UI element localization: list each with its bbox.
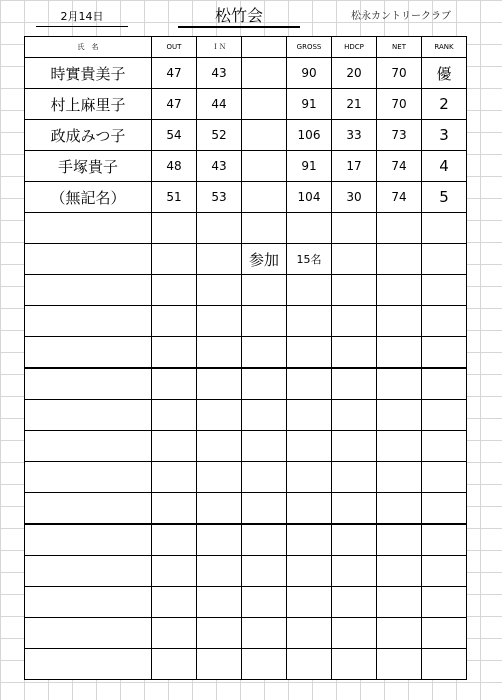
empty-cell (242, 275, 287, 306)
column-header-out: OUT (152, 37, 197, 58)
empty-cell (422, 337, 467, 369)
empty-row (25, 493, 467, 525)
hdcp-value: 17 (332, 151, 377, 182)
player-name: 政成みつ子 (25, 120, 152, 151)
gross-score: 104 (287, 182, 332, 213)
empty-cell (287, 524, 332, 556)
empty-cell (25, 306, 152, 337)
empty-row (25, 462, 467, 493)
empty-cell (287, 213, 332, 244)
hdcp-value: 21 (332, 89, 377, 120)
empty-cell (25, 431, 152, 462)
empty-cell (242, 368, 287, 400)
gross-score: 91 (287, 151, 332, 182)
empty-cell (377, 368, 422, 400)
empty-cell (152, 275, 197, 306)
empty-cell (287, 337, 332, 369)
player-name: 手塚貴子 (25, 151, 152, 182)
empty-cell (152, 649, 197, 680)
empty-row (25, 649, 467, 680)
empty-cell (242, 493, 287, 525)
empty-cell (377, 400, 422, 431)
empty-cell (242, 462, 287, 493)
empty-cell (152, 618, 197, 649)
blank-cell (242, 151, 287, 182)
empty-cell (25, 244, 152, 275)
empty-cell (332, 275, 377, 306)
empty-cell (152, 431, 197, 462)
empty-cell (377, 431, 422, 462)
rank-value: 3 (422, 120, 467, 151)
score-table (24, 36, 467, 680)
empty-row (25, 337, 467, 369)
out-score: 48 (152, 151, 197, 182)
empty-cell (25, 649, 152, 680)
empty-cell (287, 618, 332, 649)
empty-cell (152, 337, 197, 369)
empty-cell (422, 213, 467, 244)
empty-cell (377, 275, 422, 306)
empty-cell (152, 587, 197, 618)
empty-cell (422, 649, 467, 680)
empty-cell (242, 618, 287, 649)
empty-cell (332, 213, 377, 244)
empty-cell (25, 275, 152, 306)
empty-cell (197, 400, 242, 431)
column-header-blank (242, 37, 287, 58)
empty-cell (422, 462, 467, 493)
rank-value: 5 (422, 182, 467, 213)
out-score: 47 (152, 89, 197, 120)
header-row (25, 37, 467, 58)
empty-cell (287, 306, 332, 337)
column-header-name: 氏 名 (25, 37, 152, 58)
empty-cell (422, 306, 467, 337)
empty-row (25, 400, 467, 431)
player-name: 村上麻里子 (25, 89, 152, 120)
empty-cell (287, 368, 332, 400)
empty-cell (377, 587, 422, 618)
date-label: 2月14日 (36, 8, 128, 27)
player-name: 時實貴美子 (25, 58, 152, 89)
player-row (25, 120, 467, 151)
empty-cell (242, 587, 287, 618)
empty-cell (197, 618, 242, 649)
empty-cell (197, 306, 242, 337)
empty-cell (422, 368, 467, 400)
empty-cell (287, 462, 332, 493)
empty-cell (332, 462, 377, 493)
net-score: 74 (377, 182, 422, 213)
empty-cell (242, 649, 287, 680)
blank-cell (242, 182, 287, 213)
empty-cell (332, 618, 377, 649)
empty-cell (377, 556, 422, 587)
empty-cell (25, 337, 152, 369)
empty-row (25, 244, 467, 275)
empty-cell (25, 524, 152, 556)
in-score: 43 (197, 151, 242, 182)
empty-cell (197, 431, 242, 462)
empty-row (25, 306, 467, 337)
empty-cell (25, 213, 152, 244)
empty-row (25, 368, 467, 400)
blank-cell (242, 120, 287, 151)
empty-cell (287, 275, 332, 306)
participation-count: 15名 (287, 244, 332, 275)
empty-cell (197, 649, 242, 680)
player-row (25, 58, 467, 89)
out-score: 54 (152, 120, 197, 151)
empty-cell (25, 493, 152, 525)
empty-cell (287, 587, 332, 618)
empty-cell (197, 524, 242, 556)
empty-cell (242, 400, 287, 431)
empty-cell (377, 337, 422, 369)
hdcp-value: 30 (332, 182, 377, 213)
column-header-gross: GROSS (287, 37, 332, 58)
empty-cell (25, 556, 152, 587)
empty-cell (197, 587, 242, 618)
empty-cell (197, 462, 242, 493)
empty-row (25, 275, 467, 306)
gross-score: 90 (287, 58, 332, 89)
in-score: 43 (197, 58, 242, 89)
hdcp-value: 33 (332, 120, 377, 151)
empty-cell (377, 462, 422, 493)
empty-cell (422, 400, 467, 431)
empty-cell (242, 306, 287, 337)
net-score: 70 (377, 58, 422, 89)
empty-cell (25, 618, 152, 649)
empty-cell (152, 462, 197, 493)
empty-cell (287, 493, 332, 525)
empty-row (25, 213, 467, 244)
rank-value: 優 (422, 58, 467, 89)
empty-cell (152, 368, 197, 400)
empty-cell (332, 368, 377, 400)
empty-cell (377, 213, 422, 244)
empty-cell (422, 431, 467, 462)
empty-cell (332, 337, 377, 369)
empty-cell (152, 556, 197, 587)
gross-score: 91 (287, 89, 332, 120)
empty-cell (332, 244, 377, 275)
empty-cell (152, 213, 197, 244)
empty-cell (152, 306, 197, 337)
empty-cell (332, 556, 377, 587)
empty-cell (197, 368, 242, 400)
empty-cell (377, 618, 422, 649)
club-name: 松永カントリークラブ (351, 11, 451, 22)
empty-row (25, 556, 467, 587)
net-score: 74 (377, 151, 422, 182)
blank-cell (242, 89, 287, 120)
empty-cell (242, 431, 287, 462)
empty-row (25, 618, 467, 649)
empty-cell (197, 556, 242, 587)
net-score: 73 (377, 120, 422, 151)
gross-score: 106 (287, 120, 332, 151)
empty-cell (377, 524, 422, 556)
player-name: （無記名） (25, 182, 152, 213)
empty-row (25, 524, 467, 556)
empty-cell (377, 244, 422, 275)
empty-cell (332, 400, 377, 431)
empty-cell (422, 524, 467, 556)
blank-cell (242, 58, 287, 89)
empty-cell (197, 213, 242, 244)
participation-label: 参加 (242, 244, 287, 275)
empty-row (25, 587, 467, 618)
empty-cell (197, 275, 242, 306)
empty-cell (332, 649, 377, 680)
empty-cell (197, 244, 242, 275)
empty-cell (25, 368, 152, 400)
empty-cell (152, 524, 197, 556)
empty-cell (287, 556, 332, 587)
hdcp-value: 20 (332, 58, 377, 89)
empty-cell (25, 462, 152, 493)
empty-cell (422, 587, 467, 618)
empty-cell (197, 493, 242, 525)
column-header-rank: RANK (422, 37, 467, 58)
in-score: 44 (197, 89, 242, 120)
column-header-hdcp: HDCP (332, 37, 377, 58)
empty-cell (242, 524, 287, 556)
in-score: 52 (197, 120, 242, 151)
empty-cell (152, 400, 197, 431)
empty-cell (377, 493, 422, 525)
out-score: 51 (152, 182, 197, 213)
out-score: 47 (152, 58, 197, 89)
empty-cell (332, 587, 377, 618)
empty-cell (422, 618, 467, 649)
empty-cell (197, 337, 242, 369)
empty-cell (25, 400, 152, 431)
page-title: 松竹会 (178, 6, 300, 28)
rank-value: 2 (422, 89, 467, 120)
empty-cell (242, 556, 287, 587)
empty-cell (332, 306, 377, 337)
player-row (25, 182, 467, 213)
empty-cell (287, 431, 332, 462)
in-score: 53 (197, 182, 242, 213)
empty-cell (287, 649, 332, 680)
rank-value: 4 (422, 151, 467, 182)
empty-row (25, 431, 467, 462)
empty-cell (422, 556, 467, 587)
player-row (25, 151, 467, 182)
empty-cell (422, 244, 467, 275)
column-header-in: ＩＮ (197, 37, 242, 58)
empty-cell (422, 493, 467, 525)
empty-cell (242, 213, 287, 244)
empty-cell (422, 275, 467, 306)
empty-cell (152, 493, 197, 525)
column-header-net: NET (377, 37, 422, 58)
player-row (25, 89, 467, 120)
empty-cell (332, 493, 377, 525)
empty-cell (377, 649, 422, 680)
empty-cell (152, 244, 197, 275)
empty-cell (242, 337, 287, 369)
empty-cell (25, 587, 152, 618)
empty-cell (287, 400, 332, 431)
net-score: 70 (377, 89, 422, 120)
empty-cell (377, 306, 422, 337)
empty-cell (332, 524, 377, 556)
empty-cell (332, 431, 377, 462)
